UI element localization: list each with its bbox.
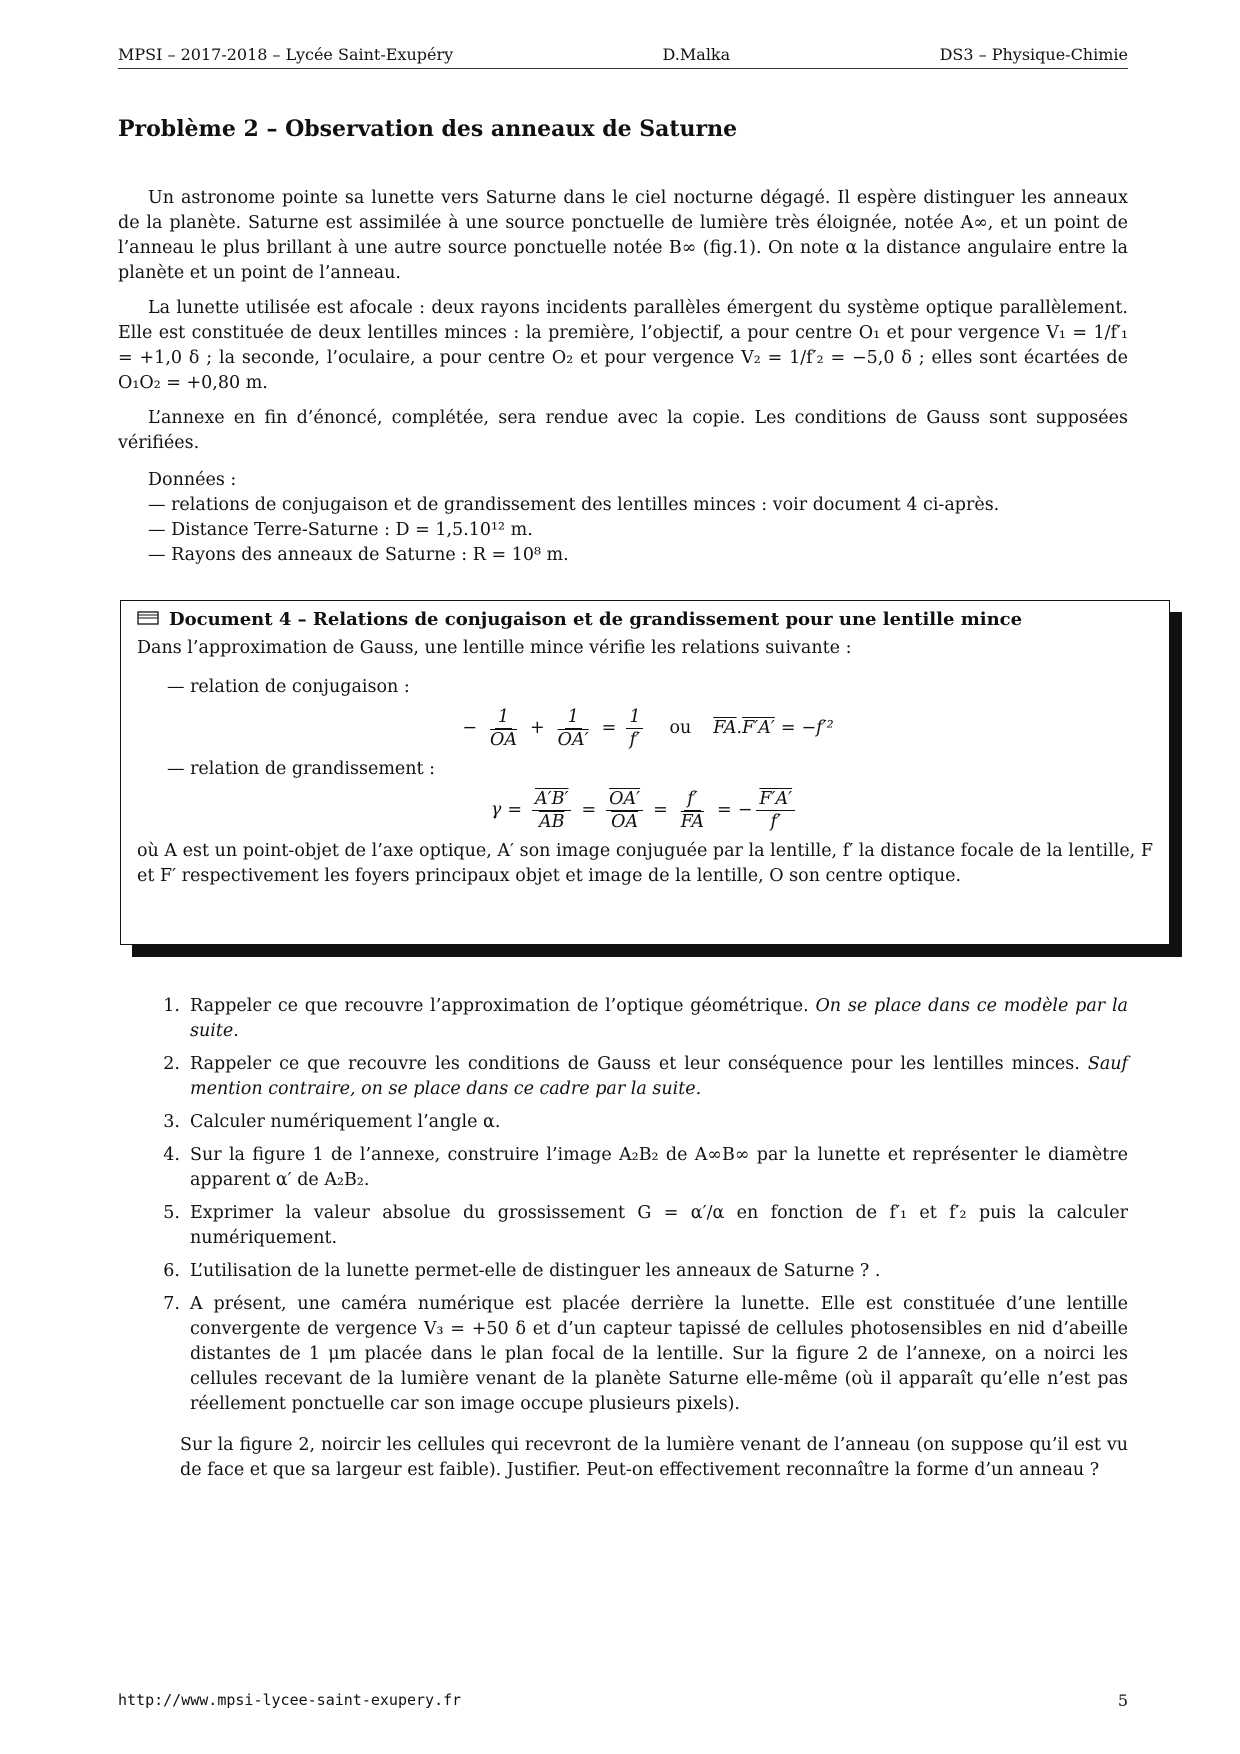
page-number: 5 <box>1117 1691 1128 1710</box>
magnification-label: — relation de grandissement : <box>167 759 436 779</box>
document-intro: Dans l’approximation de Gauss, une lentille mince vérifie les relations suivante : <box>137 638 852 658</box>
document-title-text: Document 4 – Relations de conjugaison et de grandissement pour une lentille mince <box>169 609 1023 630</box>
header-center: D.Malka <box>662 45 731 64</box>
page-footer <box>118 1688 1128 1713</box>
footer-url: http://www.mpsi-lycee-saint-exupery.fr <box>118 1691 462 1709</box>
question-item <box>118 1201 1128 1251</box>
question-number: 3. <box>163 1112 180 1132</box>
question-text: Sur la figure 1 de l’annexe, construire l’image A₂B₂ de A∞B∞ par la lunette et représenter le diamètre apparent α′ de A₂B₂. <box>190 1145 1128 1190</box>
conjugation-formula: − $\frac{1}{OA}$ + $\frac{1}{OA'}$ = $\frac{1}{f'}$ ou $\overline{FA}$ . F′A′ = −f′² <box>462 707 834 750</box>
donnees-item: — relations de conjugaison et de grandissement des lentilles minces : voir document 4 ci-après. <box>148 495 1000 515</box>
question-item <box>118 1292 1128 1417</box>
question-number: 7. <box>163 1294 180 1314</box>
question-text: L’utilisation de la lunette permet-elle de distinguer les anneaux de Saturne ? . <box>190 1261 881 1281</box>
question-text: Exprimer la valeur absolue du grossissement G = α′/α en fonction de f′₁ et f′₂ puis la calculer numériquement. <box>190 1203 1128 1248</box>
question-note: On se place dans ce modèle par la suite. <box>190 996 1128 1041</box>
question-number: 4. <box>163 1145 180 1165</box>
magnification-formula: γ = $\frac{A'B'}{AB}$ = $\frac{OA'}{OA}$ = $\frac{f'}{FA}$ = − $\frac{F'A'}{f'}$ <box>137 788 1153 833</box>
question-text: Calculer numériquement l’angle α. <box>190 1112 501 1132</box>
intro-section <box>118 186 1128 568</box>
question-item <box>118 1052 1128 1102</box>
question-item <box>118 1143 1128 1193</box>
question-item <box>118 1110 1128 1135</box>
questions-list <box>118 994 1128 1483</box>
header-right: DS3 – Physique-Chimie <box>939 45 1128 64</box>
intro-paragraph-3: L’annexe en fin d’énoncé, complétée, sera rendue avec la copie. Les conditions de Gauss sont supposées vérifiées. <box>118 408 1128 453</box>
document-icon <box>137 607 159 632</box>
question-number: 2. <box>163 1054 180 1074</box>
question-text: Rappeler ce que recouvre les conditions de Gauss et leur conséquence pour les lentilles minces. <box>190 1054 1080 1074</box>
formula-or: ou <box>669 718 692 738</box>
problem-title: Problème 2 – Observation des anneaux de Saturne <box>118 116 738 142</box>
donnees-item: — Distance Terre-Saturne : D = 1,5.10¹² m. <box>148 520 533 540</box>
donnees-label: Données : <box>148 470 237 490</box>
intro-paragraph-2: La lunette utilisée est afocale : deux rayons incidents parallèles émergent du système optique parallèlement. Elle est constituée de deux lentilles minces : la première, l’objectif, a pour centre O₁ et pour vergence V₁ = 1/f′₁ = +1,0 δ ; la seconde, l’oculaire, a pour centre O₂ et pour vergence V₂ = 1/f′₂ = −5,0 δ ; elles sont écartées de O₁O₂ = +0,80 m. <box>118 298 1128 393</box>
question-number: 6. <box>163 1261 180 1281</box>
question-text: A présent, une caméra numérique est placée derrière la lunette. Elle est constituée d’une lentille convergente de vergence V₃ = +50 δ et d’un capteur tapissé de cellules photosensibles en nid d’abeille distantes de 1 μm placée dans le plan focal de la lentille. Sur la figure 2 de l’annexe, on a noirci les cellules recevant de la lumière venant de la planète Saturne elle-même (où il apparaît qu’elle n’est pas réellement ponctuelle car son image occupe plusieurs pixels). <box>190 1294 1128 1414</box>
document-4-box <box>120 600 1170 945</box>
intro-paragraph-1: Un astronome pointe sa lunette vers Saturne dans le ciel nocturne dégagé. Il espère distinguer les anneaux de la planète. Saturne est assimilée à une source ponctuelle de lumière très éloignée, notée A∞, et un point de l’anneau le plus brillant à une autre source ponctuelle notée B∞ (fig.1). On note α la distance angulaire entre la planète et un point de l’anneau. <box>118 188 1128 283</box>
donnees-block <box>148 468 1128 568</box>
question-number: 1. <box>163 996 180 1016</box>
question-text: Rappeler ce que recouvre l’approximation de l’optique géométrique. <box>190 996 809 1016</box>
donnees-item: — Rayons des anneaux de Saturne : R = 10⁸ m. <box>148 545 569 565</box>
header-rule <box>118 68 1128 69</box>
donnees-list <box>148 493 1128 568</box>
page-header <box>118 42 1128 67</box>
question-note: Sauf mention contraire, on se place dans ce cadre par la suite. <box>190 1054 1128 1099</box>
header-left: MPSI – 2017-2018 – Lycée Saint-Exupéry <box>118 45 454 64</box>
document-footnote: où A est un point-objet de l’axe optique, A′ son image conjuguée par la lentille, f′ la distance focale de la lentille, F et F′ respectivement les foyers principaux objet et image de la lentille, O son centre optique. <box>137 841 1153 886</box>
question-7-continuation: Sur la figure 2, noircir les cellules qui recevront de la lumière venant de l’anneau (on suppose qu’il est vu de face et que sa largeur est faible). Justifier. Peut-on effectivement reconnaître la forme d’un anneau ? <box>180 1435 1128 1480</box>
question-item <box>118 1259 1128 1284</box>
document-title <box>137 607 1153 632</box>
question-number: 5. <box>163 1203 180 1223</box>
conjugation-label: — relation de conjugaison : <box>167 677 410 697</box>
question-item <box>118 994 1128 1044</box>
